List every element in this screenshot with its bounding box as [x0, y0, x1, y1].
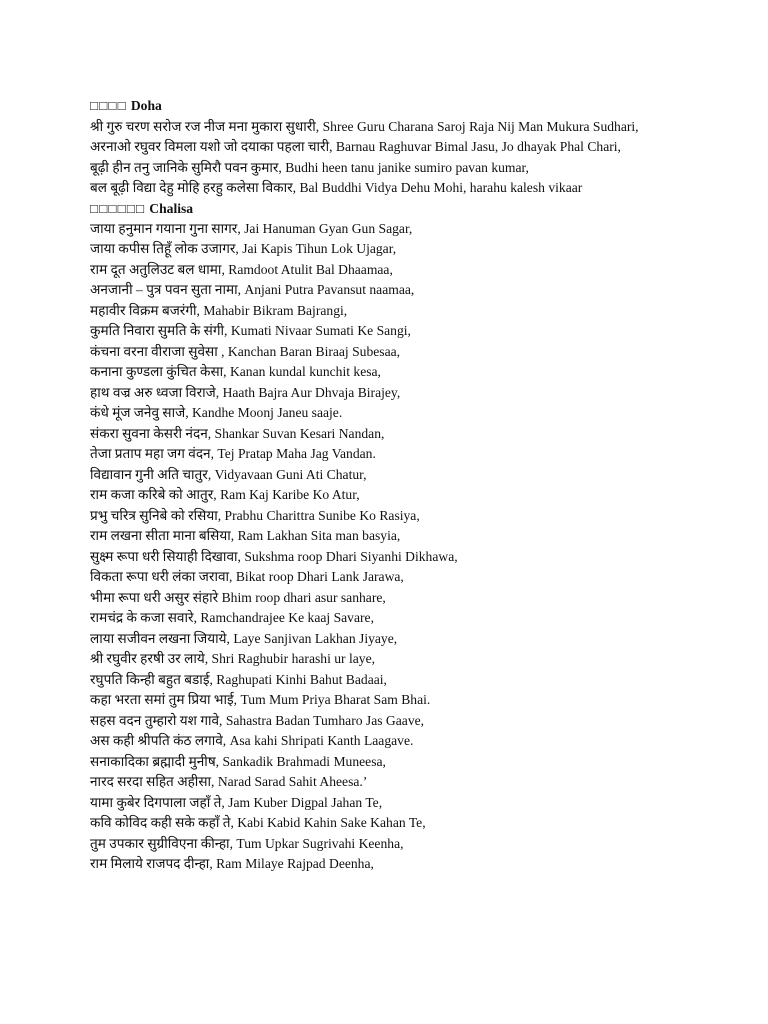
verse-line: जाया हनुमान गयाना गुना सागर, Jai Hanuman Gyan Gun Sagar,	[90, 221, 413, 236]
verse-line: तुम उपकार सुग्रीविएना कीन्हा, Tum Upkar Sugrivahi Keenha,	[90, 836, 404, 851]
chalisa-stanza	[90, 711, 760, 750]
verse-line: सनाकादिका ब्रह्मादी मुनीष, Sankadik Brahmadi Muneesa,	[90, 754, 386, 769]
verse-line: कंचना वरना वीराजा सुवेसा , Kanchan Baran Biraaj Subesaa,	[90, 344, 401, 359]
chalisa-stanza	[90, 547, 760, 586]
verse-line: कंधे मूंज जनेवु साजे, Kandhe Moonj Janeu saaje.	[90, 404, 343, 420]
verse-line: महावीर विक्रम बजरंगी, Mahabir Bikram Bajrangi,	[90, 303, 348, 318]
verse-line: राम कजा करिबे को आतुर, Ram Kaj Karibe Ko Atur,	[90, 486, 360, 502]
chalisa-heading	[90, 199, 760, 219]
verse-line: बूढ़ी हीन तनु जानिके सुमिरौ पवन कुमार, Budhi heen tanu janike sumiro pavan kumar,	[90, 160, 529, 175]
verse-line: विकता रूपा धरी लंका जरावा, Bikat roop Dhari Lank Jarawa,	[90, 568, 404, 584]
doha-couplet-2	[90, 158, 760, 197]
verse-line: कुमति निवारा सुमति के संगी, Kumati Nivaar Sumati Ke Sangi,	[90, 322, 411, 338]
chalisa-heading-marker: □□□□□□	[90, 201, 146, 216]
verse-line: भीमा रूपा धरी असुर संहारे Bhim roop dhari asur sanhare,	[90, 590, 386, 605]
chalisa-stanza	[90, 793, 760, 832]
verse-line: राम मिलाये राजपद दीन्हा, Ram Milaye Rajpad Deenha,	[90, 855, 374, 871]
chalisa-stanza	[90, 342, 760, 381]
chalisa-stanza	[90, 834, 760, 873]
verse-line: लाया सजीवन लखना जियाये, Laye Sanjivan Lakhan Jiyaye,	[90, 631, 398, 646]
doha-heading-marker: □□□□	[90, 98, 127, 113]
chalisa-stanza	[90, 670, 760, 709]
chalisa-heading-title: Chalisa	[149, 201, 194, 216]
verse-line: अस कही श्रीपति कंठ लगावे, Asa kahi Shripati Kanth Laagave.	[90, 732, 414, 748]
chalisa-stanza	[90, 424, 760, 463]
verse-line: सुक्ष्म रूपा धरी सियाही दिखावा, Sukshma roop Dhari Siyanhi Dikhawa,	[90, 549, 458, 564]
chalisa-stanza	[90, 260, 760, 299]
verse-line: श्री रघुवीर हरषी उर लाये, Shri Raghubir harashi ur laye,	[90, 650, 376, 666]
verse-line: विद्यावान गुनी अति चातुर, Vidyavaan Guni Ati Chatur,	[90, 467, 367, 482]
verse-line: श्री गुरु चरण सरोज रज नीज मना मुकारा सुधारी, Shree Guru Charana Saroj Raja Nij Man Mukura Sudhari,	[90, 119, 639, 134]
verse-line: हाथ वज्र अरु ध्वजा विराजे, Haath Bajra Aur Dhvaja Birajey,	[90, 385, 401, 400]
doha-couplet-1	[90, 117, 760, 156]
verse-line: नारद सरदा सहित अहीसा, Narad Sarad Sahit Aheesa.’	[90, 773, 368, 789]
verse-line: सहस वदन तुम्हारो यश गावे, Sahastra Badan Tumharo Jas Gaave,	[90, 713, 425, 728]
chalisa-stanza	[90, 629, 760, 668]
doha-heading-title: Doha	[130, 98, 162, 113]
verse-line: संकरा सुवना केसरी नंदन, Shankar Suvan Kesari Nandan,	[90, 426, 385, 441]
verse-line: कहा भरता समां तुम प्रिया भाई, Tum Mum Priya Bharat Sam Bhai.	[90, 691, 431, 707]
chalisa-stanza	[90, 219, 760, 258]
chalisa-stanza	[90, 506, 760, 545]
verse-line: जाया कपीस तिहूँ लोक उजागर, Jai Kapis Tihun Lok Ujagar,	[90, 240, 397, 256]
chalisa-stanza	[90, 752, 760, 791]
verse-line: राम दूत अतुलिउट बल धामा, Ramdoot Atulit Bal Dhaamaa,	[90, 262, 393, 277]
chalisa-stanza	[90, 465, 760, 504]
verse-line: कनाना कुण्डला कुंचित केसा, Kanan kundal kunchit kesa,	[90, 363, 381, 379]
verse-line: रामचंद्र के कजा सवारे, Ramchandrajee Ke kaaj Savare,	[90, 609, 374, 625]
document-page	[90, 96, 760, 875]
verse-line: यामा कुबेर दिगपाला जहाँ ते, Jam Kuber Digpal Jahan Te,	[90, 795, 383, 810]
verse-line: बल बूढ़ी विद्या देहु मोहि हरहु कलेसा विकार, Bal Buddhi Vidya Dehu Mohi, harahu kalesh vikaar	[90, 179, 583, 195]
verse-line: अरनाओ रघुवर विमला यशो जो दयाका पहला चारी, Barnau Raghuvar Bimal Jasu, Jo dhayak Phal Chari,	[90, 138, 621, 154]
chalisa-stanza	[90, 588, 760, 627]
chalisa-stanza	[90, 383, 760, 422]
verse-line: प्रभु चरित्र सुनिबे को रसिया, Prabhu Charittra Sunibe Ko Rasiya,	[90, 508, 420, 523]
verse-line: तेजा प्रताप महा जग वंदन, Tej Pratap Maha Jag Vandan.	[90, 445, 376, 461]
verse-line: राम लखना सीता माना बसिया, Ram Lakhan Sita man basyia,	[90, 527, 401, 543]
chalisa-stanza	[90, 301, 760, 340]
verse-line: कवि कोविद कही सके कहाँ ते, Kabi Kabid Kahin Sake Kahan Te,	[90, 814, 426, 830]
verse-line: रघुपति किन्ही बहुत बडाई, Raghupati Kinhi Bahut Badaai,	[90, 672, 387, 687]
doha-heading	[90, 96, 760, 116]
verse-line: अनजानी – पुत्र पवन सुता नामा, Anjani Putra Pavansut naamaa,	[90, 281, 415, 297]
